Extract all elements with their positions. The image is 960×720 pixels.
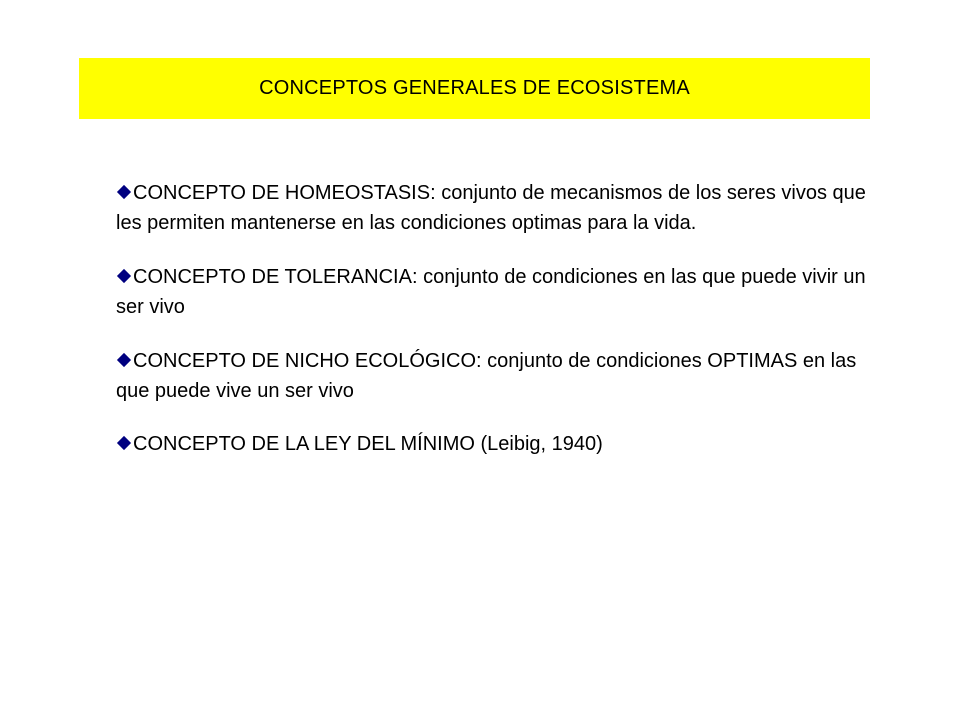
title-banner [79, 58, 870, 119]
diamond-icon [117, 185, 131, 199]
bullet-label: CONCEPTO DE LA LEY DEL MÍNIMO [133, 433, 475, 455]
bullet-body: conjunto de condiciones en las que puede vivir un ser vivo [116, 266, 866, 318]
bullet-body: conjunto de mecanismos de los seres vivos que les permiten mantenerse en las condiciones optimas para la vida. [116, 182, 866, 234]
bullet-item-homeostasis [116, 178, 876, 238]
bullet-item-nicho-ecologico [116, 346, 876, 406]
diamond-icon [117, 353, 131, 367]
bullet-item-tolerancia [116, 262, 876, 322]
slide-title: CONCEPTOS GENERALES DE ECOSISTEMA [259, 77, 690, 99]
bullet-item-ley-del-minimo [116, 429, 876, 459]
bullet-body: conjunto de condiciones OPTIMAS en las que puede vive un ser vivo [116, 350, 857, 402]
bullet-body: (Leibig, 1940) [474, 433, 603, 455]
bullet-label: CONCEPTO DE NICHO ECOLÓGICO: [133, 350, 482, 372]
bullet-list [116, 178, 876, 459]
diamond-icon [117, 436, 131, 450]
bullet-label: CONCEPTO DE TOLERANCIA: [133, 266, 418, 288]
diamond-icon [117, 269, 131, 283]
bullet-label: CONCEPTO DE HOMEOSTASIS: [133, 182, 436, 204]
